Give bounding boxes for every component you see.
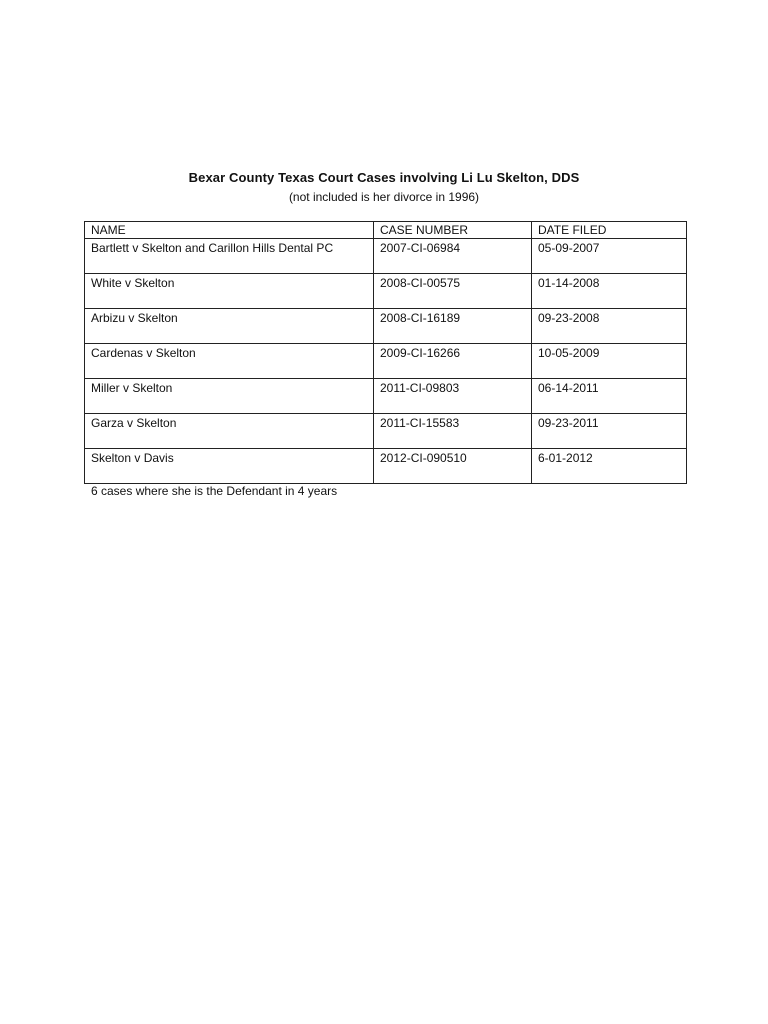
table-row <box>85 239 687 274</box>
case-number-cell: 2009-CI-16266 <box>374 344 532 379</box>
date-filed-cell: 01-14-2008 <box>532 274 687 309</box>
case-name-cell: White v Skelton <box>85 274 374 309</box>
case-name-cell: Cardenas v Skelton <box>85 344 374 379</box>
document-subtitle: (not included is her divorce in 1996) <box>288 190 480 204</box>
case-number-cell: 2011-CI-09803 <box>374 379 532 414</box>
case-number-cell: 2008-CI-16189 <box>374 309 532 344</box>
table-row <box>85 309 687 344</box>
table-row <box>85 414 687 449</box>
date-filed-cell: 6-01-2012 <box>532 449 687 484</box>
column-header-name: NAME <box>85 222 374 239</box>
case-name-cell: Bartlett v Skelton and Carillon Hills Dental PC <box>85 239 374 274</box>
case-name-cell: Garza v Skelton <box>85 414 374 449</box>
summary-note: 6 cases where she is the Defendant in 4 years <box>91 484 338 498</box>
document-title: Bexar County Texas Court Cases involving Li Lu Skelton, DDS <box>188 170 580 185</box>
case-number-cell: 2007-CI-06984 <box>374 239 532 274</box>
date-filed-cell: 10-05-2009 <box>532 344 687 379</box>
table-row <box>85 449 687 484</box>
case-name-cell: Arbizu v Skelton <box>85 309 374 344</box>
table-row <box>85 344 687 379</box>
table-row <box>85 379 687 414</box>
date-filed-cell: 09-23-2008 <box>532 309 687 344</box>
case-name-cell: Miller v Skelton <box>85 379 374 414</box>
date-filed-cell: 05-09-2007 <box>532 239 687 274</box>
case-number-cell: 2011-CI-15583 <box>374 414 532 449</box>
case-number-cell: 2008-CI-00575 <box>374 274 532 309</box>
court-cases-table <box>84 221 687 484</box>
table-row <box>85 274 687 309</box>
case-name-cell: Skelton v Davis <box>85 449 374 484</box>
table-header-row <box>85 222 687 239</box>
column-header-date-filed: DATE FILED <box>532 222 687 239</box>
date-filed-cell: 06-14-2011 <box>532 379 687 414</box>
column-header-case-number: CASE NUMBER <box>374 222 532 239</box>
date-filed-cell: 09-23-2011 <box>532 414 687 449</box>
case-number-cell: 2012-CI-090510 <box>374 449 532 484</box>
